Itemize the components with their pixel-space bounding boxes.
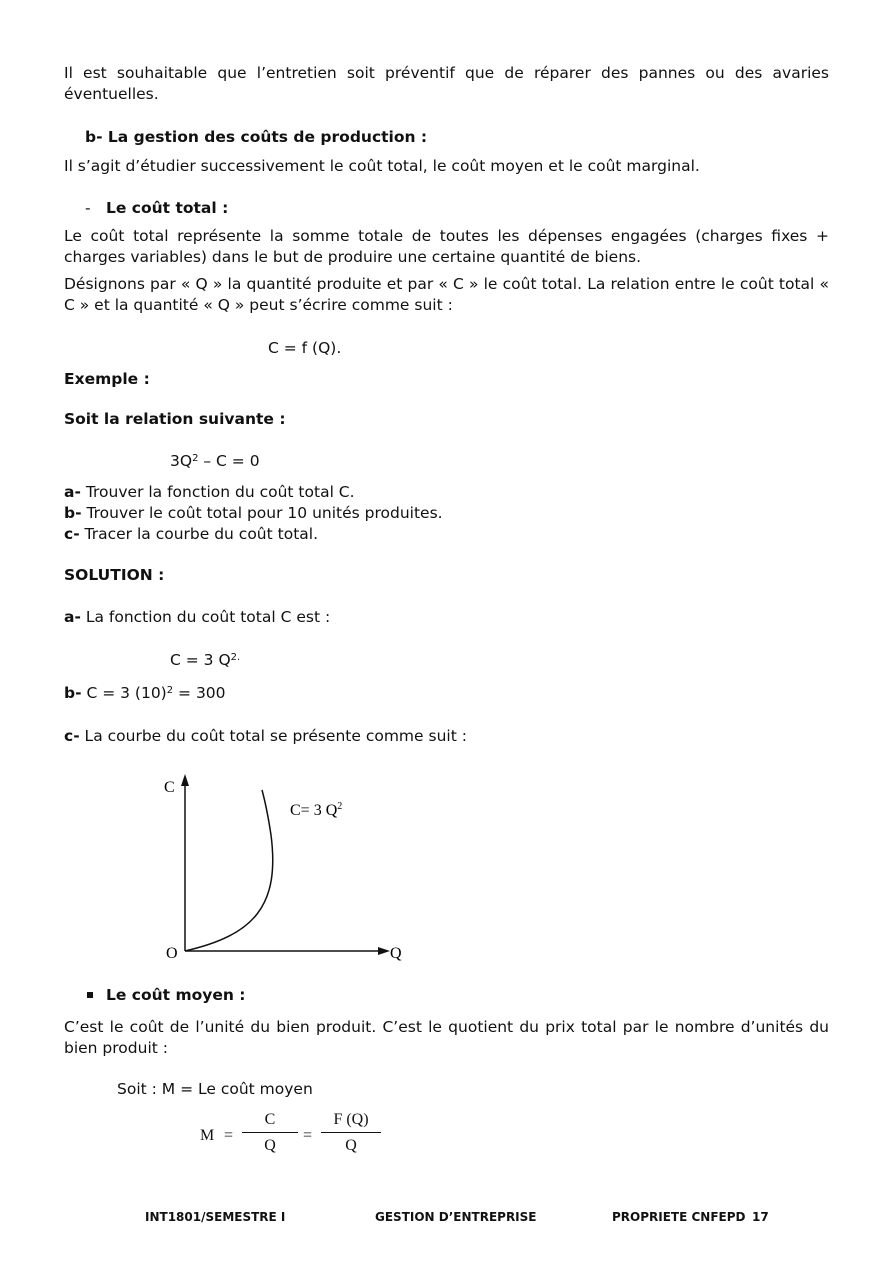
- footer-owner: PROPRIETE CNFEPD: [612, 1210, 746, 1224]
- x-axis-arrow: [378, 947, 390, 955]
- page-number: 17: [752, 1210, 769, 1224]
- exemple-label: Exemple :: [64, 370, 150, 388]
- fraction-c-over-q: $\frac{C}{Q}$: [242, 1110, 298, 1156]
- soit-relation-label: Soit la relation suivante :: [64, 410, 286, 428]
- section-b-text: Il s’agit d’étudier successivement le coût total, le coût moyen et le coût marginal.: [64, 157, 700, 175]
- footer-course: INT1801/SEMESTRE I: [145, 1210, 286, 1224]
- cost-curve: [185, 790, 273, 951]
- equals-sign-2: =: [303, 1127, 313, 1144]
- square-bullet-icon: [87, 992, 93, 998]
- cout-moyen-title: Le coût moyen :: [106, 986, 246, 1004]
- solution-c: c- La courbe du coût total se présente comme suit :: [64, 727, 467, 745]
- solution-label: SOLUTION :: [64, 566, 165, 584]
- m-symbol: M: [200, 1127, 215, 1144]
- soit-m-label: Soit : M = Le coût moyen: [117, 1080, 313, 1098]
- solution-a: a- La fonction du coût total C est :: [64, 608, 331, 626]
- designons-paragraph: Désignons par « Q » la quantité produite et par « C » le coût total. La relation entre le coût total « C » et la quantité « Q » peut s’écrire comme suit :: [64, 275, 829, 314]
- solution-b: b- C = 3 $(10)^2 = 300$: [64, 684, 226, 702]
- footer-subject: GESTION D’ENTREPRISE: [375, 1210, 537, 1224]
- x-axis-label: Q: [390, 945, 402, 962]
- task-a: a- Trouver la fonction du coût total C.: [64, 483, 355, 501]
- fraction-fq-over-q: $\frac{F (Q)}{Q}$: [321, 1110, 381, 1156]
- cout-total-title: Le coût total :: [106, 199, 229, 217]
- total-cost-graph: [150, 765, 420, 970]
- intro-paragraph: Il est souhaitable que l’entretien soit préventif que de réparer des pannes ou des avaries éventuelles.: [64, 64, 829, 103]
- origin-label: O: [166, 945, 178, 962]
- task-b: b- Trouver le coût total pour 10 unités produites.: [64, 504, 443, 522]
- formula-c-f-q: C = f (Q).: [268, 339, 342, 357]
- equals-sign-1: =: [224, 1127, 234, 1144]
- y-axis-label: C: [164, 779, 175, 796]
- section-b-title: b- La gestion des coûts de production :: [85, 128, 428, 146]
- dash-bullet: -: [85, 199, 91, 217]
- cout-moyen-definition: C’est le coût de l’unité du bien produit. C’est le quotient du prix total par le nombre d’unités du bien produit :: [64, 1018, 829, 1057]
- cout-total-definition: Le coût total représente la somme totale de toutes les dépenses engagées (charges fixes + charges variables) dans le but de produire une certaine quantité de biens.: [64, 227, 829, 266]
- task-c: c- Tracer la courbe du coût total.: [64, 525, 318, 543]
- equation-relation: $3Q^2 - C = 0$: [170, 452, 260, 470]
- curve-label: C= 3 $Q^2$: [290, 801, 343, 819]
- y-axis-arrow: [181, 774, 189, 786]
- solution-a-equation: C = 3 $Q^{2.}$: [170, 651, 241, 669]
